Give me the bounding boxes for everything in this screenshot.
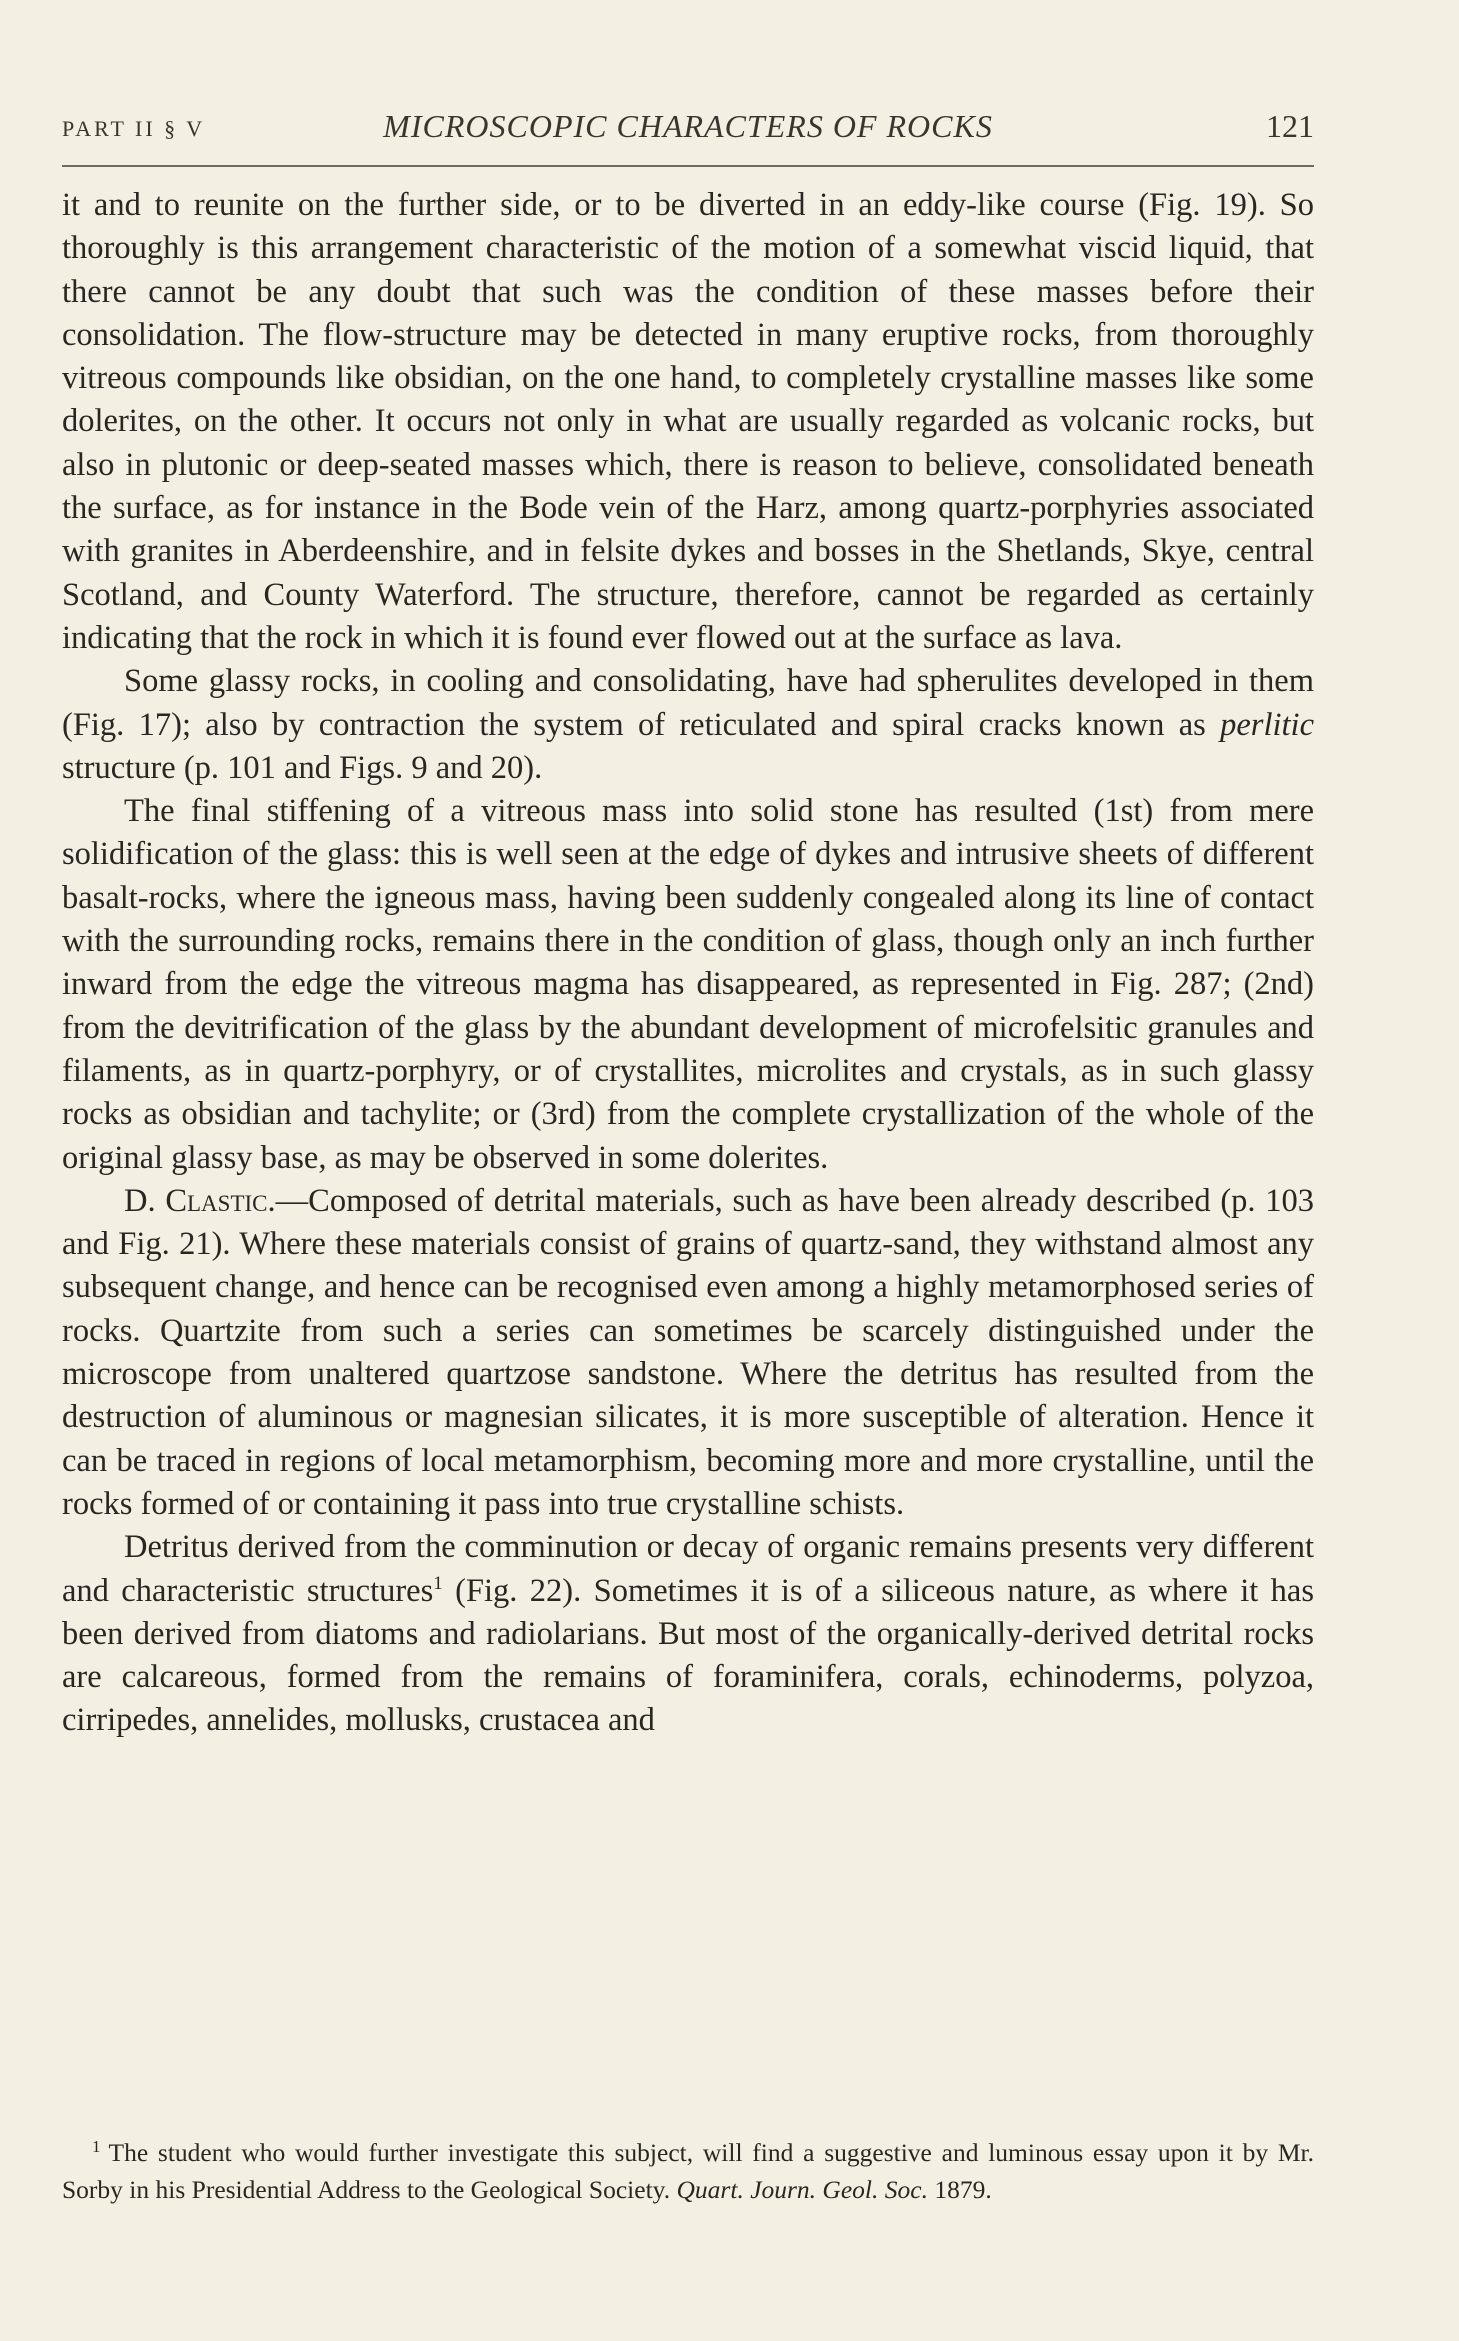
paragraph-4 — [62, 1180, 1314, 1526]
paragraph-5 — [62, 1526, 1314, 1742]
paragraph-5-text-b: (Fig. 22). Sometimes it is of a siliceous nature, as where it has been derived from diatoms and radiolarians. But most of the organically-derived detrital rocks are calcareous, formed from the remains of foraminifera, corals, echinoderms, polyzoa, cirripedes, annelides, mollusks, crustacea and — [62, 1572, 1314, 1739]
page-number: 121 — [1266, 108, 1314, 144]
paragraph-1 — [62, 184, 1314, 660]
footnote-year: 1879. — [934, 2175, 992, 2204]
clastic-heading: D. Clastic. — [124, 1182, 276, 1219]
footnote-mark: 1 — [92, 2136, 101, 2156]
footnote-text: The student who would further investigate this subject, will find a suggestive and luminous essay upon it by Mr. Sorby in his Presidential Address to the Geological Society. — [62, 2138, 1314, 2204]
paragraph-3 — [62, 790, 1314, 1180]
paragraph-2-text-a: Some glassy rocks, in cooling and consolidating, have had spherulites developed in them (Fig. 17); also by contraction the system of reticulated and spiral cracks known as — [62, 663, 1314, 743]
footnote — [62, 2134, 1314, 2208]
header-rule — [62, 165, 1314, 167]
paragraph-2 — [62, 660, 1314, 790]
paragraph-1-text: it and to reunite on the further side, or to be diverted in an eddy-like course (Fig. 19). So thoroughly is this arrangement characteristic of the motion of a somewhat viscid liquid, that there cannot be any doubt that such was the condition of these masses before their consolidation. The flow-structure may be detected in many eruptive rocks, from thoroughly vitreous compounds like obsidian, on the one hand, to completely crystalline masses like some dolerites, on the other. It occurs not only in what are usually regarded as volcanic rocks, but also in plutonic or deep-seated masses which, there is reason to believe, consolidated beneath the surface, as for instance in the Bode vein of the Harz, among quartz-porphyries associated with granites in Aberdeenshire, and in felsite dykes and bosses in the Shetlands, Skye, central Scotland, and County Waterford. The structure, therefore, cannot be regarded as certainly indicating that the rock in which it is found ever flowed out at the surface as lava. — [62, 187, 1314, 656]
paragraph-5-text-a: Detritus derived from the comminution or decay of organic remains presents very different and characteristic structures — [62, 1529, 1314, 1609]
paragraph-4-text: —Composed of detrital materials, such as have been already described (p. 103 and Fig. 21). Where these materials consist of grains of quartz-sand, they withstand almost any subsequent change, and hence can be recognised even among a highly metamorphosed series of rocks. Quartzite from such a series can sometimes be scarcely distinguished under the microscope from unaltered quartzose sandstone. Where the detritus has resulted from the destruction of aluminous or magnesian silicates, it is more susceptible of alteration. Hence it can be traced in regions of local metamorphism, becoming more and more crystalline, until the rocks formed of or containing it pass into true crystalline schists. — [62, 1182, 1315, 1522]
footnote-paragraph — [62, 2134, 1314, 2208]
section-label: PART II § V — [62, 116, 206, 141]
paragraph-3-text: The final stiffening of a vitreous mass into solid stone has resulted (1st) from mere solidification of the glass: this is well seen at the edge of dykes and intrusive sheets of different basalt-rocks, where the igneous mass, having been suddenly congealed along its line of contact with the surrounding rocks, remains there in the condition of glass, though only an inch further inward from the edge the vitreous magma has disappeared, as represented in Fig. 287; (2nd) from the devitrification of the glass by the abundant development of microfelsitic granules and filaments, as in quartz-porphyry, or of crystallites, microlites and crystals, as in such glassy rocks as obsidian and tachylite; or (3rd) from the complete crystallization of the whole of the original glassy base, as may be observed in some dolerites. — [62, 793, 1314, 1176]
running-title: MICROSCOPIC CHARACTERS OF ROCKS — [383, 108, 993, 144]
perlitic-term: perlitic — [1220, 706, 1314, 743]
body-text — [62, 184, 1314, 1743]
footnote-citation: Quart. Journ. Geol. Soc. — [676, 2175, 928, 2204]
footnote-reference[interactable]: 1 — [433, 1572, 443, 1594]
running-header — [62, 108, 1314, 154]
paragraph-2-text-b: structure (p. 101 and Figs. 9 and 20). — [62, 749, 543, 786]
